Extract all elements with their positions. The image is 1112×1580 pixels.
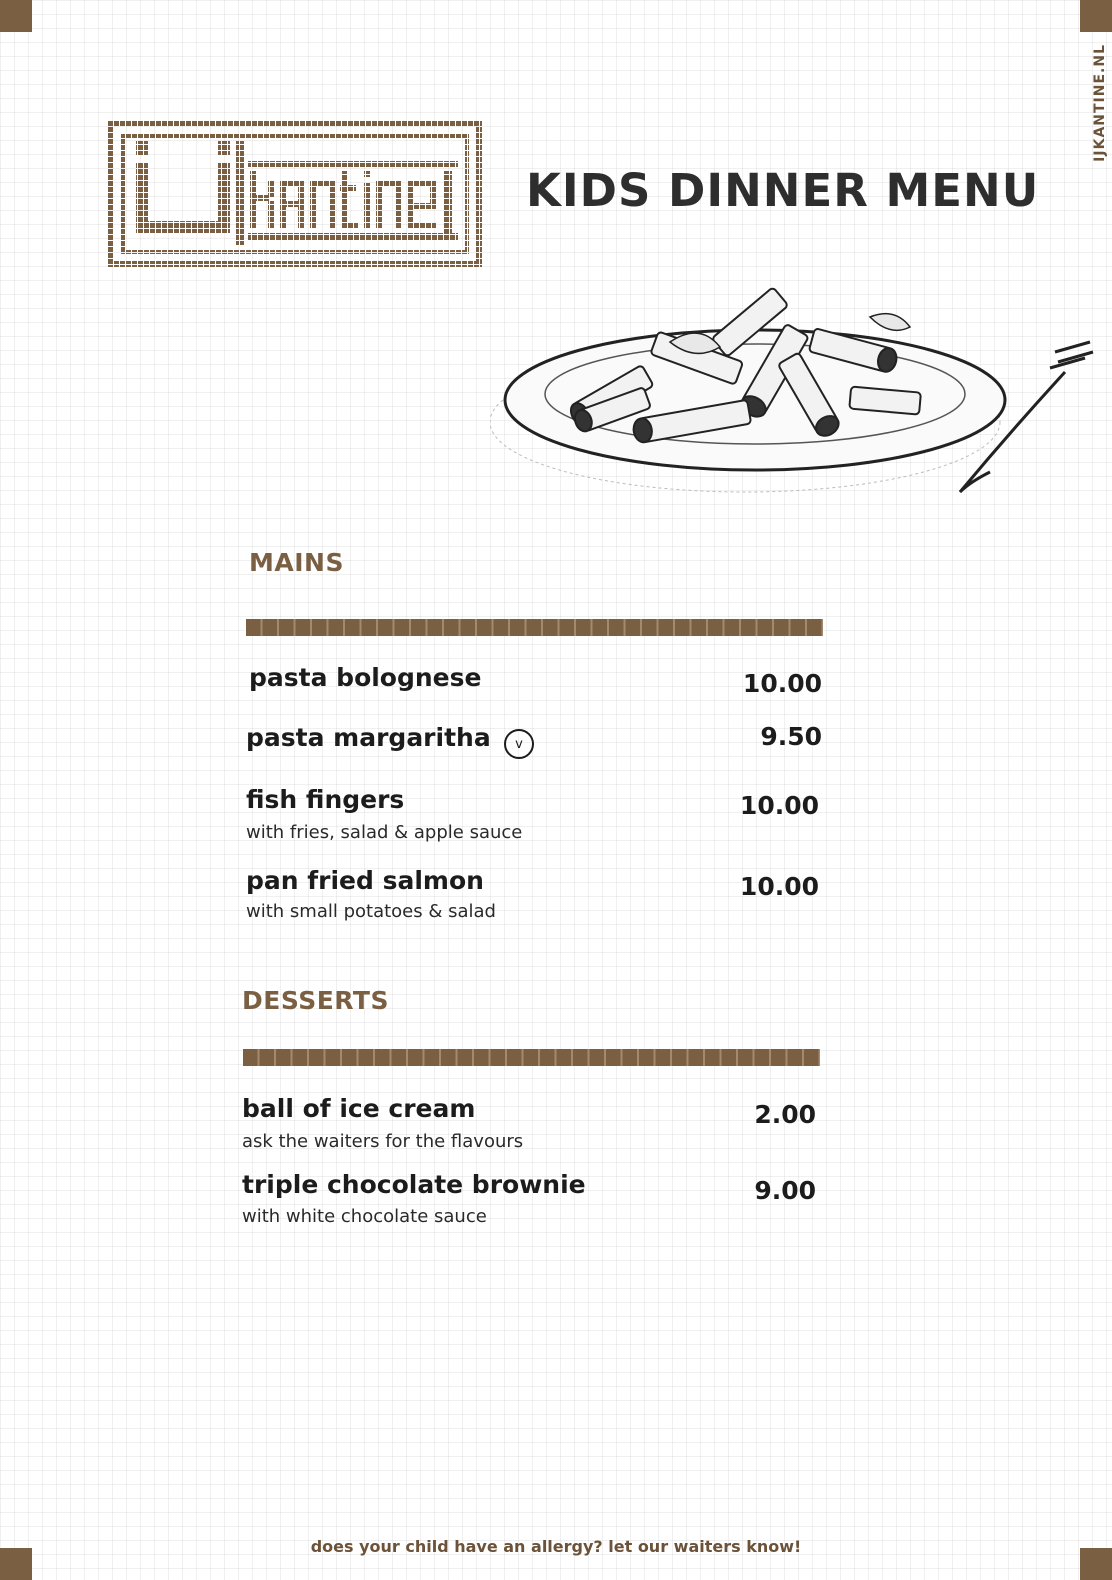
item-price: 10.00 [739,791,819,820]
item-name: pan fried salmon [246,866,484,895]
item-name: pasta margaritha [246,723,491,752]
item-description: ask the waiters for the flavours [242,1131,524,1152]
item-name: ball of ice cream [242,1094,476,1123]
item-price: 10.00 [742,669,822,698]
item-name: fish fingers [246,785,405,814]
corner-square-top-right [1080,0,1112,32]
pasta-plate-icon [490,272,1100,517]
item-description: with small potatoes & salad [246,901,496,922]
section-divider-desserts [243,1049,820,1066]
section-title-desserts: DESSERTS [242,986,389,1015]
item-price: 10.00 [739,872,819,901]
ijkantine-logo [108,121,482,267]
item-price: 2.00 [754,1100,816,1129]
item-name: triple chocolate brownie [242,1170,586,1199]
item-price: 9.00 [754,1176,816,1205]
section-divider-mains [246,619,823,636]
website-url: IJKANTINE.NL [1092,44,1108,162]
allergy-note: does your child have an allergy? let our waiters know! [310,1537,802,1556]
item-name: pasta bolognese [249,663,482,692]
page-title: KIDS DINNER MENU [526,164,1040,217]
section-title-mains: MAINS [249,548,344,577]
corner-square-top-left [0,0,32,32]
item-description: with white chocolate sauce [242,1206,487,1227]
item-description: with fries, salad & apple sauce [246,822,523,843]
item-price: 9.50 [760,722,822,751]
vegetarian-icon: v [504,729,534,759]
